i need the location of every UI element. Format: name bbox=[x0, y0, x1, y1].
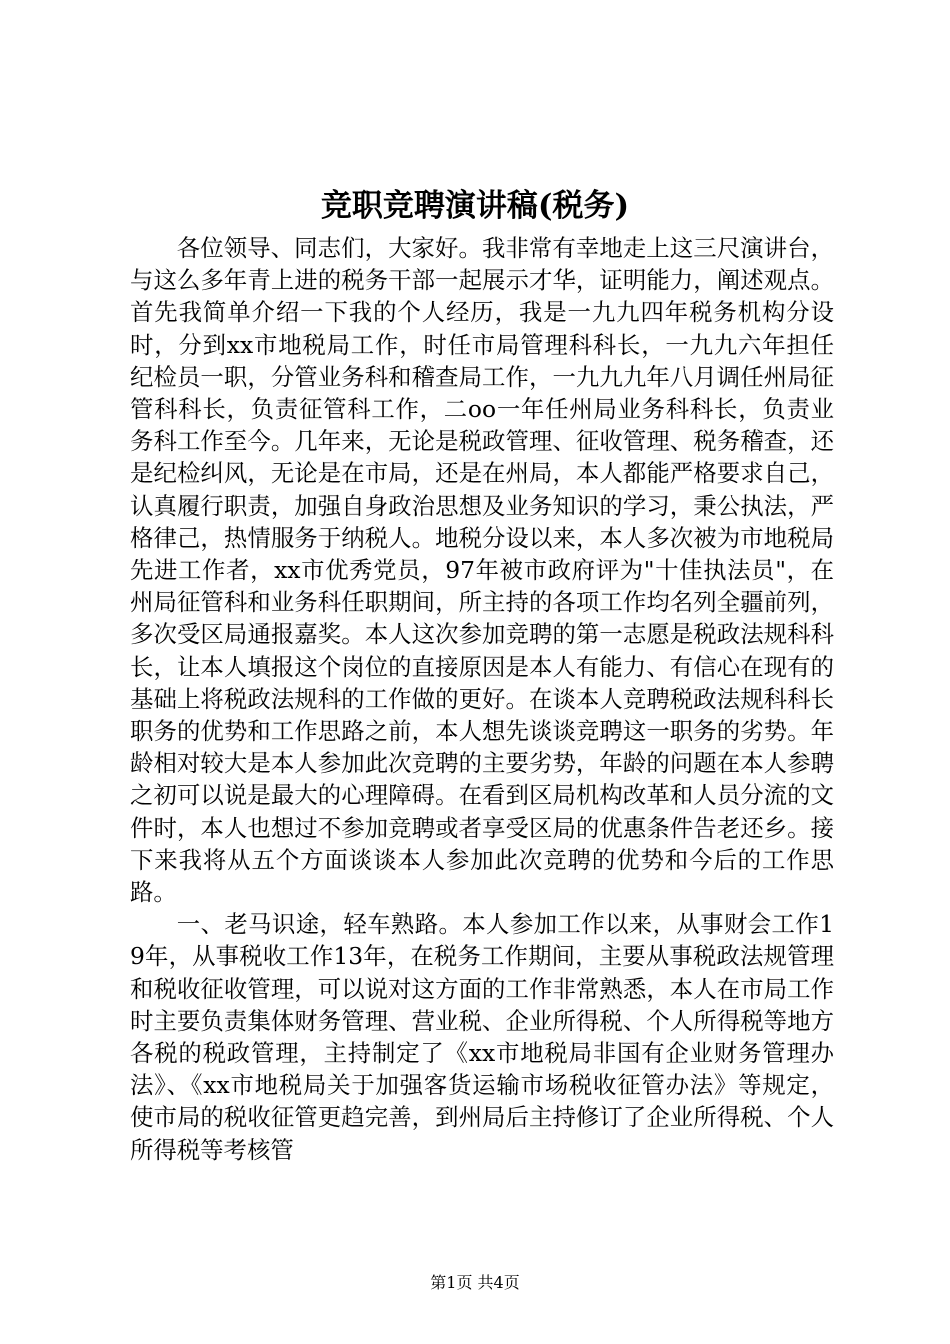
paragraph-point-one: 一、老马识途，轻车熟路。本人参加工作以来，从事财会工作19年，从事税收工作13年，在税务工作期间，主要从事税政法规管理和税收征收管理，可以说对这方面的工作非常熟悉，本人在市局工作时主要负责集体财务管理、营业税、企业所得税、个人所得税等地方各税的税政管理，主持制定了《xx市地税局非国有企业财务管理办法》、《xx市地税局关于加强客货运输市场税收征管办法》等规定，使市局的税收征管更趋完善，到州局后主持修订了企业所得税、个人所得税等考核管 bbox=[130, 910, 834, 1164]
document-title: 竞职竞聘演讲稿(税务) bbox=[320, 188, 630, 224]
page-number-footer: 第1页 共4页 bbox=[430, 1273, 520, 1292]
document-body bbox=[130, 232, 834, 1166]
paragraph-intro: 各位领导、同志们，大家好。我非常有幸地走上这三尺演讲台，与这么多年青上进的税务干部一起展示才华，证明能力，阐述观点。首先我简单介绍一下我的个人经历，我是一九九四年税务机构分设时，分到xx市地税局工作，时任市局管理科科长，一九九六年担任纪检员一职，分管业务科和稽查局工作，一九九九年八月调任州局征管科科长，负责征管科工作，二oo一年任州局业务科科长，负责业务科工作至今。几年来，无论是税政管理、征收管理、税务稽查，还是纪检纠风，无论是在市局，还是在州局，本人都能严格要求自己，认真履行职责，加强自身政治思想及业务知识的学习，秉公执法，严格律己，热情服务于纳税人。地税分设以来，本人多次被为市地税局先进工作者，xx市优秀党员，97年被市政府评为"十佳执法员"，在州局征管科和业务科任职期间，所主持的各项工作均名列全疆前列，多次受区局通报嘉奖。本人这次参加竞聘的第一志愿是税政法规科科长，让本人填报这个岗位的直接原因是本人有能力、有信心在现有的基础上将税政法规科的工作做的更好。在谈本人竞聘税政法规科科长职务的优势和工作思路之前，本人想先谈谈竞聘这一职务的劣势。年龄相对较大是本人参加此次竞聘的主要劣势，年龄的问题在本人参聘之初可以说是最大的心理障碍。在看到区局机构改革和人员分流的文件时，本人也想过不参加竞聘或者享受区局的优惠条件告老还乡。接下来我将从五个方面谈谈本人参加此次竞聘的优势和今后的工作思路。 bbox=[130, 234, 834, 907]
